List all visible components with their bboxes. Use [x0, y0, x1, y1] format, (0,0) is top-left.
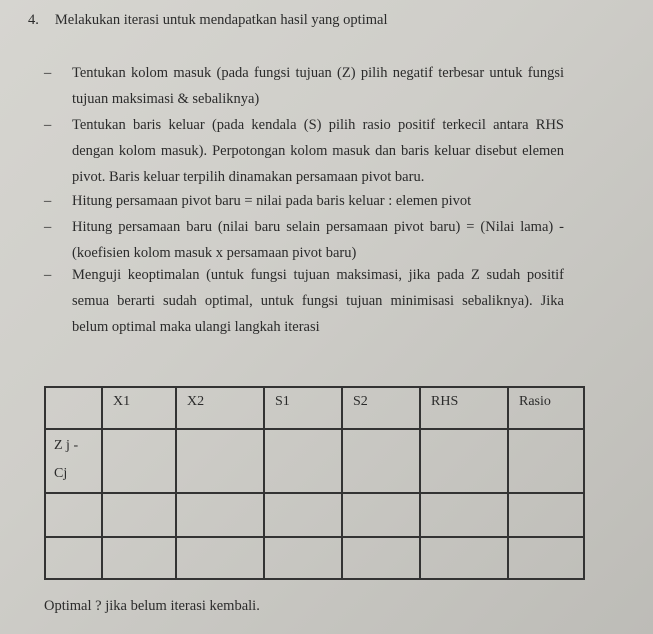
- step-text: Hitung persamaan baru (nilai baru selain persamaan pivot baru) = (Nilai lama) - (koefisien kolom masuk x persamaan pivot baru): [72, 219, 564, 261]
- header-cell-rhs: RHS: [420, 387, 508, 429]
- table-cell: [264, 429, 342, 493]
- header-cell-blank: [45, 387, 102, 429]
- step-dash: –: [44, 193, 52, 209]
- table-cell: [508, 493, 584, 537]
- table-cell: [45, 493, 102, 537]
- table-row-zj: [45, 429, 584, 493]
- table-cell: [102, 429, 176, 493]
- simplex-table: [44, 386, 585, 580]
- header-cell-rasio: Rasio: [508, 387, 584, 429]
- step-3: [44, 188, 564, 214]
- row-label-cj: Cj: [54, 466, 68, 481]
- step-5: [44, 262, 564, 340]
- step-dash: –: [44, 219, 52, 235]
- table-cell: [264, 493, 342, 537]
- row-label-zj: Z j -: [54, 438, 79, 453]
- header-cell-s2: S2: [342, 387, 420, 429]
- table-cell: [420, 429, 508, 493]
- step-dash: –: [44, 267, 52, 283]
- header-cell-x1: X1: [102, 387, 176, 429]
- table-cell: [176, 429, 264, 493]
- step-dash: –: [44, 65, 52, 81]
- table-row: [45, 493, 584, 537]
- table-cell: [45, 537, 102, 579]
- section-heading: [28, 12, 387, 29]
- section-title: Melakukan iterasi untuk mendapatkan hasil yang optimal: [54, 12, 388, 28]
- step-2: [44, 112, 564, 190]
- step-1: [44, 60, 564, 112]
- table-cell: [420, 493, 508, 537]
- table-cell: [508, 537, 584, 579]
- step-text: Menguji keoptimalan (untuk fungsi tujuan maksimasi, jika pada Z sudah positif semua berarti sudah optimal, untuk fungsi tujuan minimisasi sebaliknya). Jika belum optimal maka ulangi langkah iterasi: [72, 267, 564, 335]
- table-cell: [102, 493, 176, 537]
- table-cell: [176, 537, 264, 579]
- table-cell: [102, 537, 176, 579]
- row-label-cell: [45, 429, 102, 493]
- table-cell: [420, 537, 508, 579]
- step-text: Tentukan baris keluar (pada kendala (S) pilih rasio positif terkecil antara RHS dengan kolom masuk). Perpotongan kolom masuk dan baris keluar disebut elemen pivot. Baris keluar terpilih dinamakan persamaan pivot baru.: [72, 117, 564, 185]
- table-cell: [342, 429, 420, 493]
- table-header-row: [45, 387, 584, 429]
- table-cell: [176, 493, 264, 537]
- table-row: [45, 537, 584, 579]
- section-number: 4.: [28, 12, 39, 28]
- step-text: Tentukan kolom masuk (pada fungsi tujuan (Z) pilih negatif terbesar untuk fungsi tujuan maksimasi & sebaliknya): [72, 65, 564, 107]
- header-cell-s1: S1: [264, 387, 342, 429]
- table-cell: [342, 493, 420, 537]
- step-4: [44, 214, 564, 266]
- step-dash: –: [44, 117, 52, 133]
- step-text: Hitung persamaan pivot baru = nilai pada baris keluar : elemen pivot: [72, 193, 472, 209]
- header-cell-x2: X2: [176, 387, 264, 429]
- footer-note: Optimal ? jika belum iterasi kembali.: [44, 598, 260, 614]
- table-cell: [264, 537, 342, 579]
- table-cell: [342, 537, 420, 579]
- table-cell: [508, 429, 584, 493]
